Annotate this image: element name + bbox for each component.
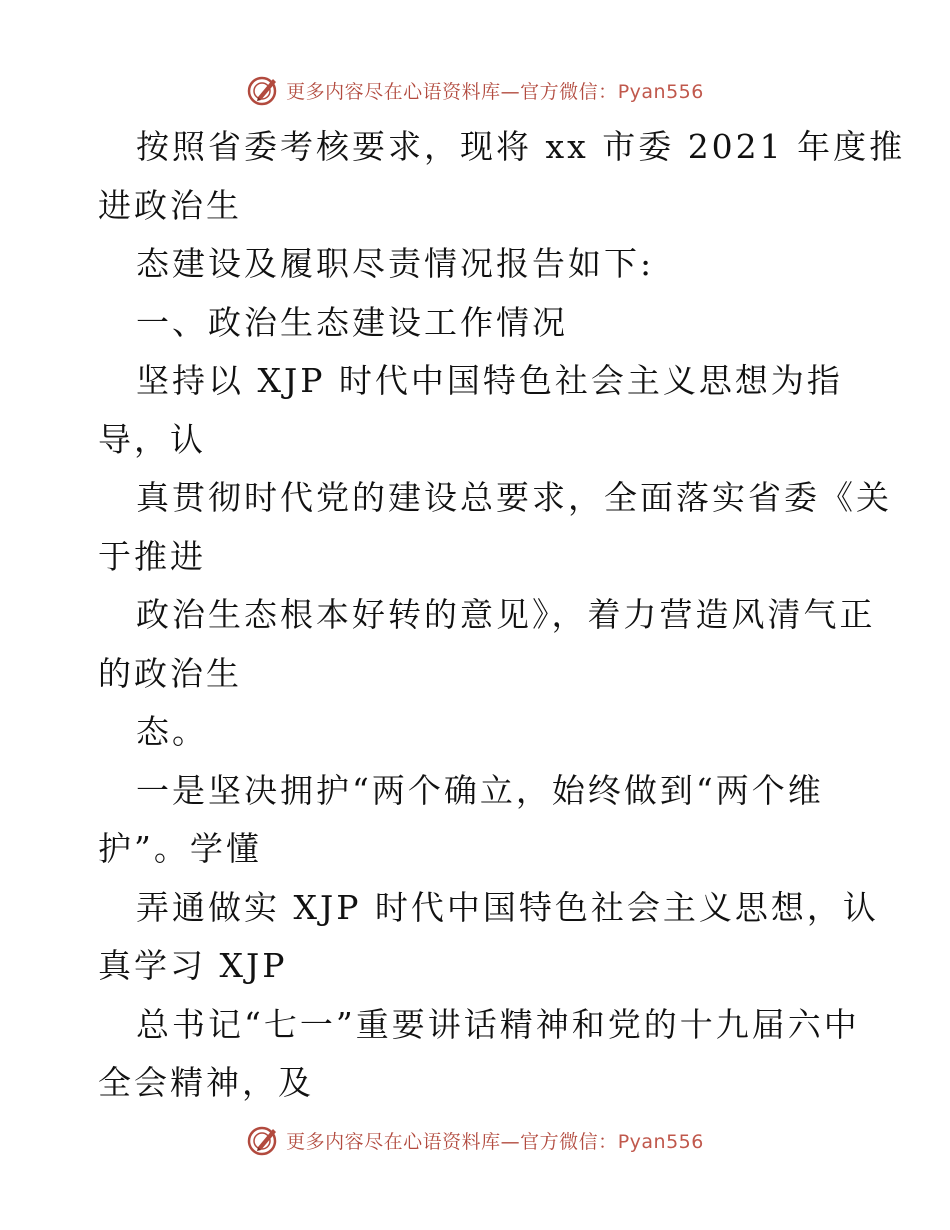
text-line: 真学习 XJP bbox=[98, 946, 288, 985]
watermark-text: 更多内容尽在心语资料库—官方微信：Pyan556 bbox=[286, 1130, 704, 1153]
text-line: 坚持以 XJP 时代中国特色社会主义思想为指 bbox=[136, 361, 843, 400]
text-line: 态。 bbox=[136, 712, 208, 751]
text-line: 态建设及履职尽责情况报告如下: bbox=[136, 244, 655, 283]
text-line: 全会精神，及 bbox=[98, 1063, 314, 1102]
text-line: 于推进 bbox=[98, 536, 206, 576]
text-line: 导，认 bbox=[98, 419, 206, 459]
watermark-text: 更多内容尽在心语资料库—官方微信：Pyan556 bbox=[286, 80, 704, 103]
text-line: 护”。学懂 bbox=[98, 829, 262, 868]
text-line: 一、政治生态建设工作情况 bbox=[136, 302, 568, 342]
text-line: 的政治生 bbox=[98, 653, 242, 693]
text-line: 总书记“七一”重要讲话精神和党的十九届六中 bbox=[136, 1004, 860, 1044]
body-text bbox=[98, 118, 906, 1113]
text-line: 进政治生 bbox=[98, 185, 242, 225]
text-line: 政治生态根本好转的意见》，着力营造风清气正 bbox=[136, 595, 876, 634]
text-line: 弄通做实 XJP 时代中国特色社会主义思想，认 bbox=[136, 887, 879, 927]
pen-logo-icon bbox=[246, 1123, 280, 1157]
footer-watermark bbox=[0, 1120, 950, 1160]
text-line: 按照省委考核要求，现将 xx 市委 2021 年度推 bbox=[136, 127, 906, 166]
text-line: 真贯彻时代党的建设总要求，全面落实省委《关 bbox=[136, 478, 892, 517]
text-line: 一是坚决拥护“两个确立，始终做到“两个维 bbox=[136, 770, 824, 810]
pen-logo-icon bbox=[246, 73, 280, 107]
header-watermark bbox=[0, 70, 950, 110]
